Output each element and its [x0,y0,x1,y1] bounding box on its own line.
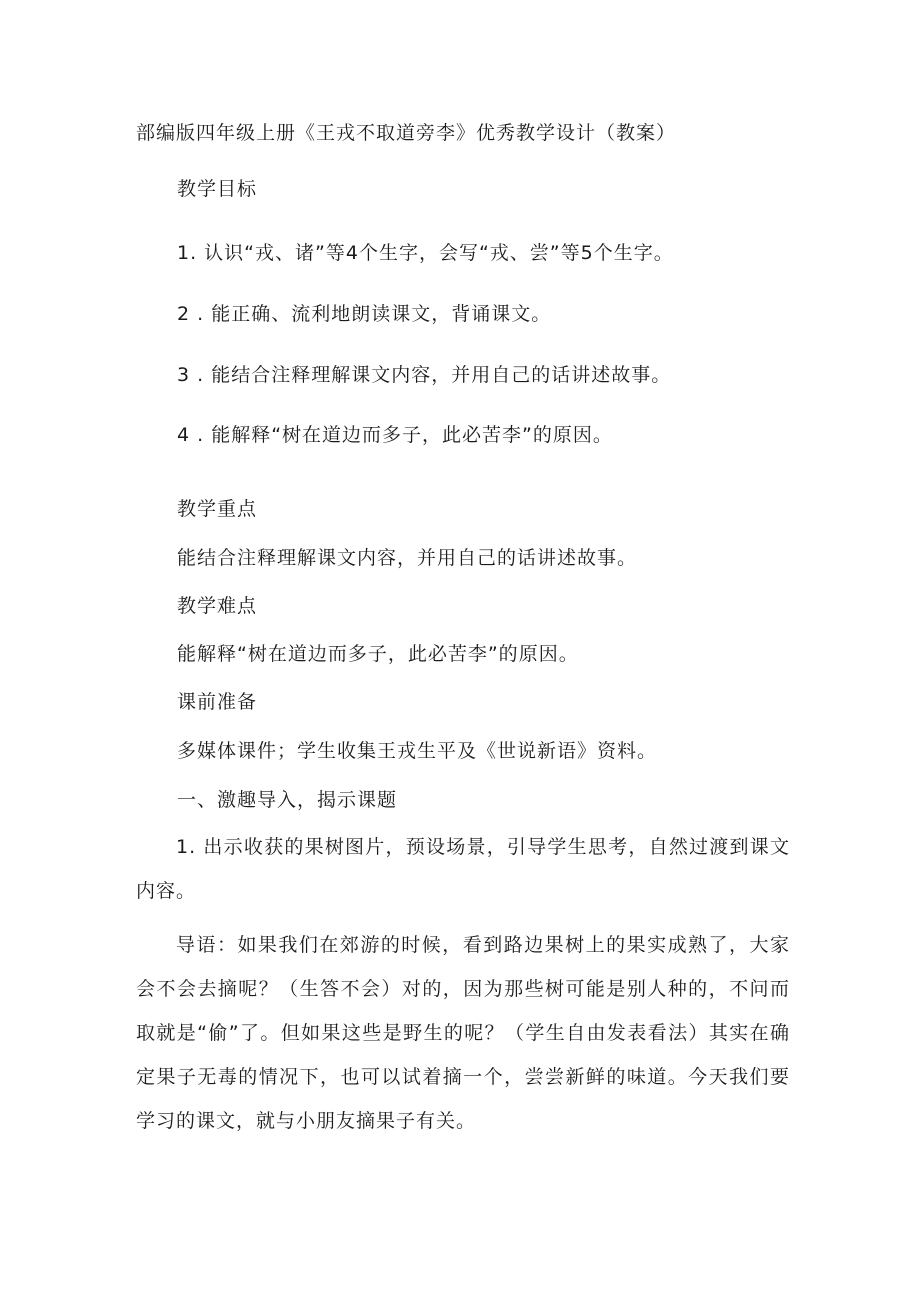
section1-heading: 一、激趣导入，揭示课题 [177,789,398,811]
section1-step1: 1. 出示收获的果树图片，预设场景，引导学生思考，自然过渡到课文内容。 [136,836,790,902]
objective-item-1: 1. 认识“戎、诸”等4个生字，会写“戎、尝”等5个生字。 [177,242,674,264]
objective-item-4: 4 . 能解释“树在道边而多子，此必苦李”的原因。 [177,424,613,446]
difficulty-text: 能解释“树在道边而多子，此必苦李”的原因。 [177,643,579,665]
preparation-text: 多媒体课件；学生收集王戎生平及《世说新语》资料。 [177,740,658,762]
document-title: 部编版四年级上册《王戎不取道旁李》优秀教学设计（教案） [136,122,677,144]
difficulty-heading: 教学难点 [177,595,258,617]
key-point-text: 能结合注释理解课文内容，并用自己的话讲述故事。 [177,547,638,569]
section1-intro: 导语：如果我们在郊游的时候，看到路边果树上的果实成熟了，大家会不会去摘呢？（生答不会）对的，因为那些树可能是别人种的，不问而取就是“偷”了。但如果这些是野生的呢？（学生自由发表看法）其实在确定果子无毒的情况下，也可以试着摘一个，尝尝新鲜的味道。今天我们要学习的课文，就与小朋友摘果子有关。 [136,934,790,1132]
objective-item-3: 3 . 能结合注释理解课文内容，并用自己的话讲述故事。 [177,364,672,386]
objective-item-2: 2 . 能正确、流利地朗读课文，背诵课文。 [177,303,552,325]
key-point-heading: 教学重点 [177,498,258,520]
preparation-heading: 课前准备 [177,691,258,713]
objectives-heading: 教学目标 [177,178,258,200]
